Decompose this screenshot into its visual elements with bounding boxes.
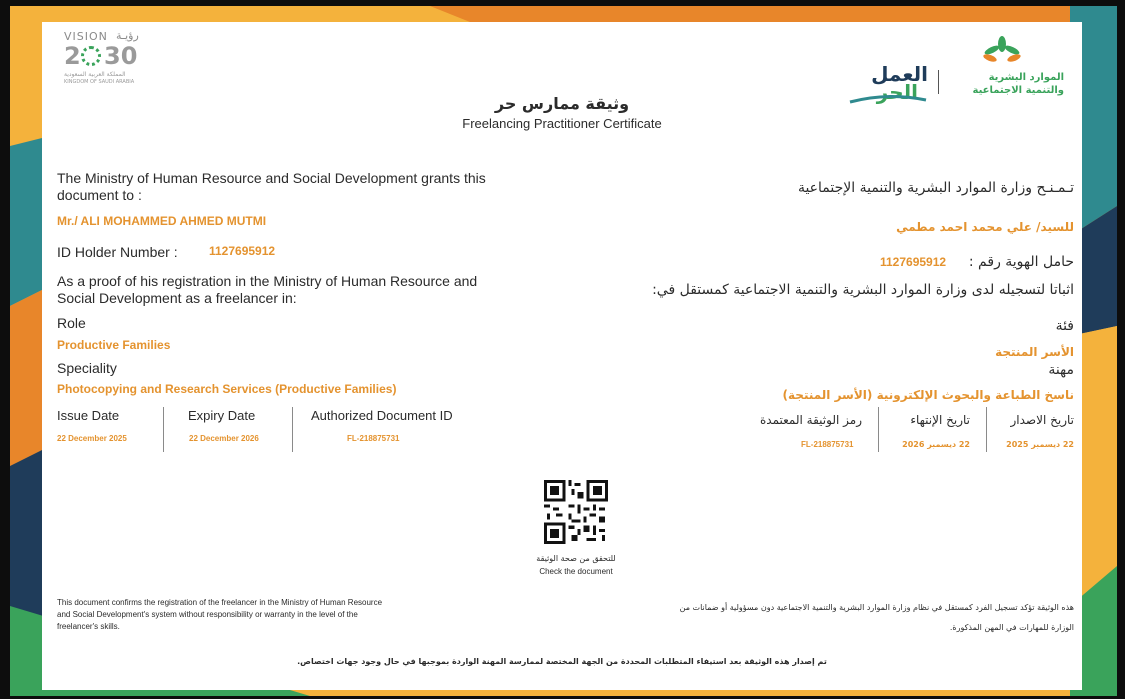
ar-proof: اثباتا لتسجيله لدى وزارة الموارد البشرية والتنمية الاجتماعية كمستقل في: [652, 282, 1074, 298]
freelance-logo-line1: العمل [871, 62, 928, 86]
ar-id-label: حامل الهوية رقم : [968, 254, 1074, 270]
certificate-frame [10, 6, 1117, 696]
en-expiry-value: 22 December 2026 [189, 434, 259, 443]
vision-top-text: VISION [64, 30, 108, 43]
logo-divider [938, 70, 939, 94]
ar-role-label: فئة [1055, 318, 1074, 334]
en-issue-value: 22 December 2025 [57, 434, 127, 443]
qr-label-en: Check the document [539, 567, 613, 576]
vision-kingdom-ar: المملكة العربية السعودية [64, 71, 126, 78]
ar-expiry-value: 22 ديسمبر 2026 [902, 440, 970, 449]
ar-issue-value: 22 ديسمبر 2025 [1006, 440, 1074, 449]
footer-en-line2: and Social Development's system without responsibility or warranty in the level of the [57, 610, 358, 619]
vision-kingdom-en: KINGDOM OF SAUDI ARABIA [64, 79, 135, 85]
verification-qr-code[interactable] [544, 480, 608, 544]
vision-year-part-b: 30 [104, 42, 138, 70]
ar-divider-2 [878, 407, 879, 452]
ministry-logo-line1: الموارد البشرية [988, 72, 1064, 83]
ar-id-value: 1127695912 [880, 255, 947, 269]
en-grant-line2: document to : [57, 187, 142, 203]
ar-speciality-value: ناسخ الطباعة والبحوث الإلكترونية (الأسر المنتجة) [782, 388, 1074, 402]
en-holder-name: Mr./ ALI MOHAMMED AHMED MUTMI [57, 214, 267, 228]
en-issue-label: Issue Date [57, 408, 120, 423]
ministry-logo-line2: والتنمية الاجتماعية [972, 85, 1064, 96]
ar-issue-label: تاريخ الاصدار [1010, 413, 1074, 427]
en-id-value: 1127695912 [209, 244, 276, 258]
title-en: Freelancing Practitioner Certificate [462, 116, 662, 131]
vision-year-part-a: 2 [64, 42, 81, 70]
en-role-label: Role [57, 315, 86, 331]
en-speciality-value: Photocopying and Research Services (Productive Families) [57, 382, 397, 396]
en-divider-2 [292, 407, 293, 452]
ar-docid-value: FL-218875731 [801, 440, 854, 449]
ar-holder-name: للسيد/ علي محمد احمد مطمي [896, 220, 1074, 234]
certificate-paper [42, 22, 1082, 690]
en-speciality-label: Speciality [57, 360, 117, 376]
en-grant-line1: The Ministry of Human Resource and Social Development grants this [57, 170, 486, 186]
freelance-logo-line2: الحر [876, 80, 918, 104]
ar-grant: تـمـنـح وزارة الموارد البشرية والتنمية الإجتماعية [797, 180, 1074, 196]
en-docid-value: FL-218875731 [347, 434, 400, 443]
en-expiry-label: Expiry Date [188, 408, 256, 423]
ar-divider-1 [986, 407, 987, 452]
ministry-logo [944, 36, 1064, 100]
ar-speciality-label: مهنة [1048, 362, 1074, 378]
ar-expiry-label: تاريخ الإنتهاء [910, 413, 970, 427]
footer-bottom-ar: تم إصدار هذه الوثيقة بعد استيفاء المتطلبات المحددة من الجهة المختصة لممارسة المهنة الواردة بموجبها في حال وجود جهات اختصاص. [297, 657, 827, 666]
footer-en-line1: This document confirms the registration of the freelancer in the Ministry of Human Resource [57, 598, 383, 607]
en-id-label: ID Holder Number : [57, 244, 178, 260]
en-proof-line1: As a proof of his registration in the Ministry of Human Resource and [57, 273, 478, 289]
vision-2030-logo [64, 30, 164, 88]
en-divider-1 [163, 407, 164, 452]
title-ar: وثيقة ممارس حر [494, 94, 630, 113]
footer-ar-line1: هذه الوثيقة تؤكد تسجيل الفرد كمستقل في نظام وزارة الموارد البشرية والتنمية الاجتماعية دون مسؤولية أو ضمانات من [679, 603, 1074, 612]
en-role-value: Productive Families [57, 338, 171, 352]
vision-ar-text: رؤيـة [116, 29, 139, 42]
ar-docid-label: رمز الوثيقة المعتمدة [760, 413, 862, 427]
vision-emblem-icon [81, 46, 101, 66]
ministry-palm-icon [982, 36, 1022, 70]
en-proof-line2: Social Development as a freelancer in: [57, 290, 297, 306]
en-docid-label: Authorized Document ID [311, 408, 453, 423]
qr-label-ar: للتحقق من صحة الوثيقة [536, 554, 616, 563]
footer-ar-line2: الوزارة للمهارات في المهن المذكورة. [949, 623, 1074, 632]
ar-role-value: الأسر المنتجة [995, 345, 1074, 359]
footer-en-line3: freelancer's skills. [57, 622, 120, 631]
